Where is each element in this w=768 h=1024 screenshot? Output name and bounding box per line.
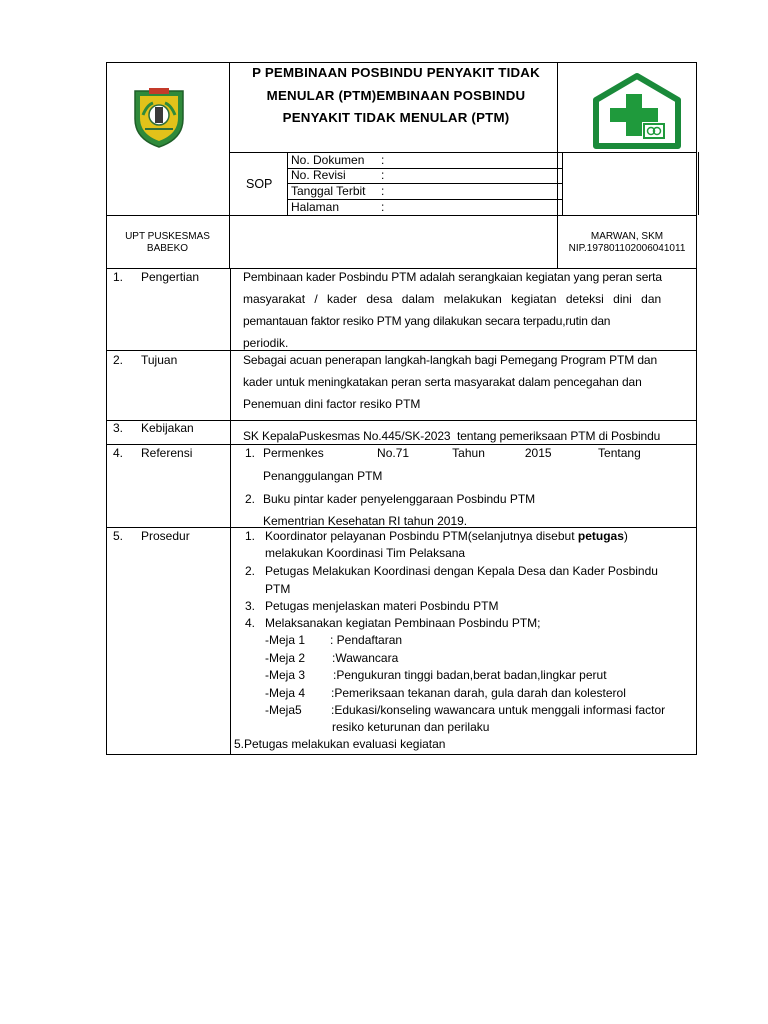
prosedur-step-1 — [265, 529, 628, 543]
meta-value: : — [381, 168, 385, 182]
meta-value: : — [381, 200, 385, 214]
meta-row-revisi — [291, 168, 384, 183]
step-number: 1. — [245, 529, 256, 543]
meta-row-dokumen — [291, 153, 384, 168]
section-number: 5. — [113, 529, 124, 543]
puskesmas-logo-icon — [592, 72, 682, 152]
org-line-1: UPT PUSKESMAS — [125, 231, 210, 242]
step-bold-text: petugas — [577, 529, 624, 543]
meta-value: : — [381, 153, 385, 167]
referensi-item-2 — [245, 492, 255, 506]
referensi-item-1-line2: Penanggulangan PTM — [263, 469, 383, 483]
prosedur-step-4: Melaksanakan kegiatan Pembinaan Posbindu PTM; — [265, 616, 541, 630]
meja-5-cont: resiko keturunan dan perilaku — [332, 720, 490, 734]
meta-value: : — [381, 184, 385, 198]
prosedur-step-3: Petugas menjelaskan materi Posbindu PTM — [265, 599, 499, 613]
text-line: Sebagai acuan penerapan langkah-langkah bagi Pemegang Program PTM dan — [243, 353, 658, 367]
signer-block — [557, 231, 697, 255]
section-label-referensi: Referensi — [141, 446, 193, 460]
referensi-item-2-line2: Kementrian Kesehatan RI tahun 2019. — [263, 514, 468, 528]
step-number: 3. — [245, 599, 256, 613]
prosedur-step-1-cont: melakukan Koordinasi Tim Pelaksana — [265, 546, 466, 560]
document-title: P PEMBINAAN POSBINDU PENYAKIT TIDAK MENULAR (PTM)EMBINAAN POSBINDU PENYAKIT TIDAK MENULAR (PTM) — [252, 65, 540, 125]
meta-label: No. Revisi — [291, 168, 346, 182]
org-name — [106, 231, 229, 255]
meja-4-desc: :Pemeriksaan tekanan darah, gula darah dan kolesterol — [331, 686, 626, 700]
text-line: pemantauan faktor resiko PTM yang dilakukan secara terpadu,rutin dan — [243, 314, 611, 328]
step-number: 4. — [245, 616, 256, 630]
meta-label: Halaman — [291, 200, 340, 214]
section-label-tujuan: Tujuan — [141, 353, 178, 367]
text-line: periodik. — [243, 336, 289, 350]
regency-emblem-icon — [131, 85, 187, 149]
meja-5-name: -Meja5 — [265, 703, 302, 717]
step-number: 2. — [245, 564, 256, 578]
signer-nip: NIP.197801102006041011 — [568, 243, 686, 254]
org-line-2: BABEKO — [146, 243, 189, 254]
text-line: kader untuk meningkatakan peran serta masyarakat dalam pencegahan dan — [243, 375, 642, 389]
step-text: ) — [623, 529, 628, 543]
kebijakan-text: SK KepalaPuskesmas No.445/SK-2023 tentang pemeriksaan PTM di Posbindu — [243, 429, 661, 443]
prosedur-step-2: Petugas Melakukan Koordinasi dengan Kepala Desa dan Kader Posbindu — [265, 564, 658, 578]
meja-5-desc: :Edukasi/konseling wawancara untuk menggali informasi factor — [331, 703, 666, 717]
meta-label: Tanggal Terbit — [291, 184, 366, 198]
section-label-prosedur: Prosedur — [141, 529, 190, 543]
text-line: masyarakat / kader desa dalam melakukan kegiatan deteksi dini dan — [243, 292, 662, 306]
section-label-kebijakan: Kebijakan — [141, 421, 194, 435]
section-number: 1. — [113, 270, 124, 284]
meja-1-desc: : Pendaftaran — [330, 633, 403, 647]
text-line: Pembinaan kader Posbindu PTM adalah serangkaian kegiatan yang peran serta — [243, 270, 662, 284]
pengertian-text — [243, 266, 686, 354]
section-number: 4. — [113, 446, 124, 460]
meja-2-name: -Meja 2 — [265, 651, 306, 665]
item-number: 1. — [245, 446, 256, 460]
referensi-item-1 — [245, 446, 255, 460]
section-number: 2. — [113, 353, 124, 367]
meta-label: No. Dokumen — [291, 153, 365, 167]
referensi-item-2-line1: Buku pintar kader penyelenggaraan Posbindu PTM — [263, 492, 536, 506]
item-number: 2. — [245, 492, 256, 506]
meja-1-name: -Meja 1 — [265, 633, 306, 647]
step-text: Koordinator pelayanan Posbindu PTM(selanjutnya disebut — [265, 529, 578, 543]
prosedur-step-2-cont: PTM — [265, 582, 291, 596]
meja-2-desc: :Wawancara — [332, 651, 399, 665]
prosedur-step-5: 5.Petugas melakukan evaluasi kegiatan — [234, 737, 446, 751]
referensi-item-1-line1: Permenkes No.71 Tahun 2015 Tentang — [263, 446, 641, 460]
section-number: 3. — [113, 421, 124, 435]
tujuan-text — [243, 349, 686, 415]
meja-3-desc: :Pengukuran tinggi badan,berat badan,lingkar perut — [333, 668, 607, 682]
text-line: Penemuan dini factor resiko PTM — [243, 397, 421, 411]
section-label-pengertian: Pengertian — [141, 270, 200, 284]
meja-3-name: -Meja 3 — [265, 668, 306, 682]
meja-4-name: -Meja 4 — [265, 686, 306, 700]
meta-row-halaman — [291, 200, 384, 215]
sop-label: SOP — [246, 177, 273, 191]
meta-row-tanggal — [291, 184, 384, 199]
signer-name: MARWAN, SKM — [590, 231, 664, 242]
